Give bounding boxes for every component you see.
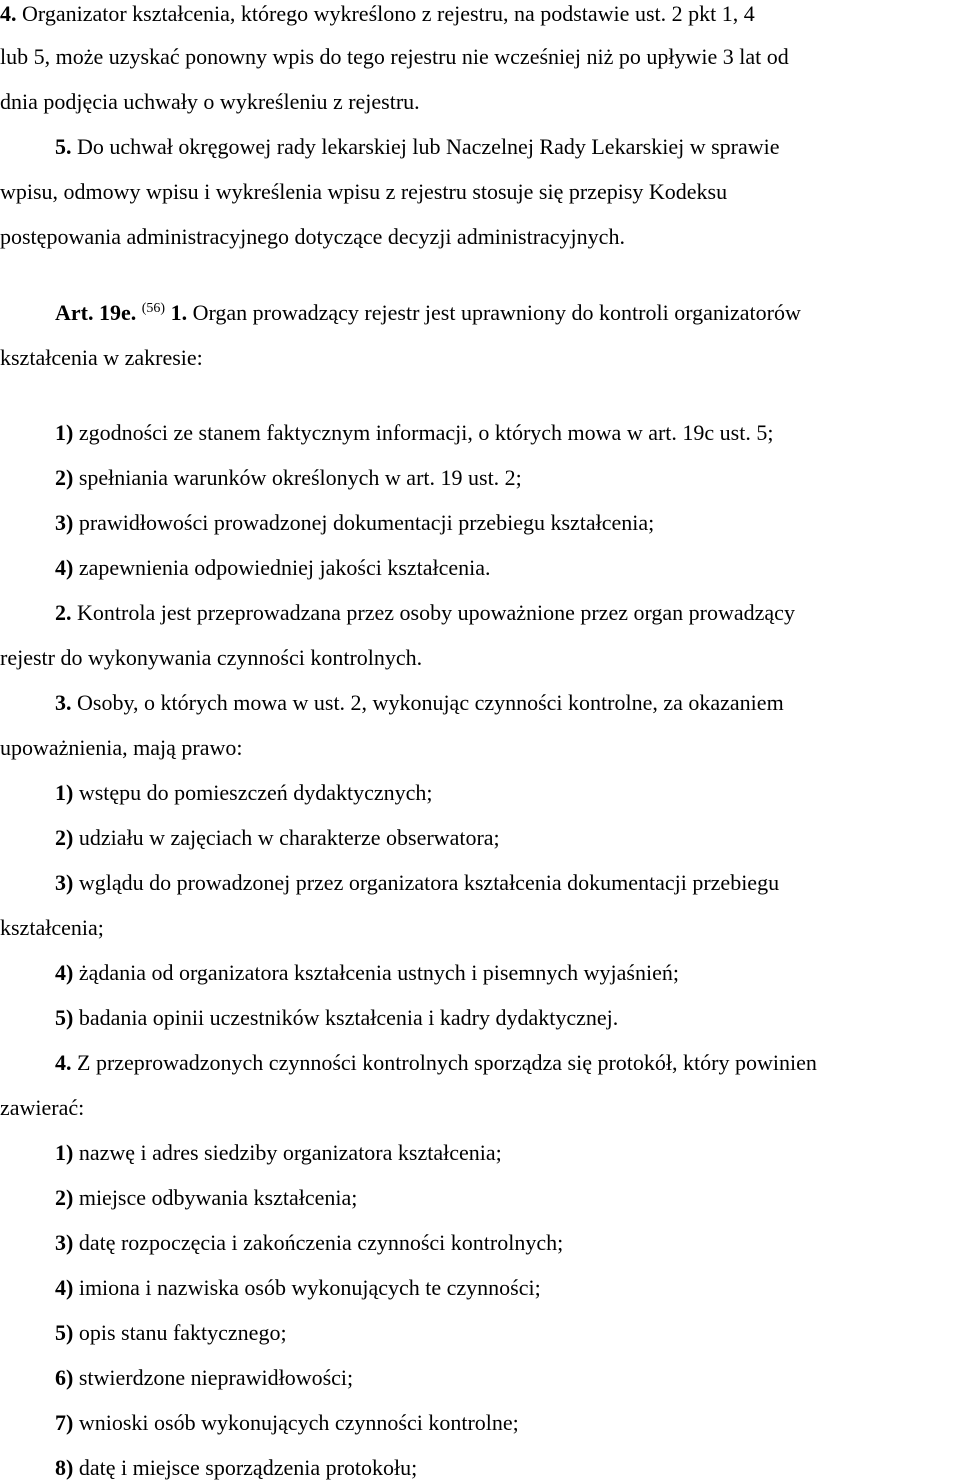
section-3-line-2: upoważnienia, mają prawo:: [0, 735, 243, 760]
list-item: [55, 824, 500, 852]
list-item: [55, 869, 779, 897]
item-text: wnioski osób wykonujących czynności kontrolne;: [73, 1410, 519, 1435]
item-text: wstępu do pomieszczeń dydaktycznych;: [73, 780, 433, 805]
item-text: nazwę i adres siedziby organizatora kształcenia;: [73, 1140, 502, 1165]
item-text: stwierdzone nieprawidłowości;: [73, 1365, 354, 1390]
item-number: 3): [55, 870, 74, 895]
para-text: Osoby, o których mowa w ust. 2, wykonując czynności kontrolne, za okazaniem: [71, 690, 784, 715]
list-item-continuation: kształcenia;: [0, 915, 104, 940]
item-number: 2): [55, 465, 74, 490]
para-number: 4.: [0, 1, 17, 26]
item-number: 5): [55, 1320, 74, 1345]
para-4-line-3: dnia podjęcia uchwały o wykreśleniu z rejestru.: [0, 89, 420, 114]
item-text: spełniania warunków określonych w art. 19 ust. 2;: [73, 465, 522, 490]
list-item: [55, 959, 679, 987]
para-5-line-2: wpisu, odmowy wpisu i wykreślenia wpisu z rejestru stosuje się przepisy Kodeksu: [0, 179, 728, 204]
section-4-line-2: zawierać:: [0, 1095, 85, 1120]
list-item: [55, 1364, 353, 1392]
list-item: [55, 419, 773, 447]
item-number: 7): [55, 1410, 74, 1435]
item-number: 2): [55, 1185, 74, 1210]
item-text: datę i miejsce sporządzenia protokołu;: [73, 1455, 418, 1480]
item-text: żądania od organizatora kształcenia ustnych i pisemnych wyjaśnień;: [73, 960, 679, 985]
item-number: 1): [55, 420, 74, 445]
section-2-line-2: rejestr do wykonywania czynności kontrolnych.: [0, 645, 423, 670]
item-number: 6): [55, 1365, 74, 1390]
section-3-line-1: [55, 689, 784, 717]
list-item: [55, 1184, 357, 1212]
list-item: [55, 509, 654, 537]
list-item: [55, 1274, 541, 1302]
item-text: opis stanu faktycznego;: [73, 1320, 287, 1345]
item-text: imiona i nazwiska osób wykonujących te czynności;: [73, 1275, 541, 1300]
list-item: [55, 554, 491, 582]
article-heading-line: [55, 299, 801, 327]
list-item: [55, 1004, 618, 1032]
footnote-ref: (56): [141, 301, 166, 316]
list-item: [55, 464, 522, 492]
item-number: 3): [55, 510, 74, 535]
para-number: 5.: [55, 134, 72, 159]
item-number: 4): [55, 1275, 74, 1300]
section-2-line-1: [55, 599, 795, 627]
item-text: udziału w zajęciach w charakterze obserwatora;: [73, 825, 500, 850]
para-text: Organizator kształcenia, którego wykreślono z rejestru, na podstawie ust. 2 pkt 1, 4: [16, 1, 755, 26]
item-text: miejsce odbywania kształcenia;: [73, 1185, 358, 1210]
section-4-line-1: [55, 1049, 817, 1077]
list-item: [55, 1409, 519, 1437]
para-text: Z przeprowadzonych czynności kontrolnych sporządza się protokół, który powinien: [71, 1050, 817, 1075]
list-item: [55, 1139, 502, 1167]
list-item: [55, 779, 433, 807]
list-item: [55, 1319, 287, 1347]
item-number: 5): [55, 1005, 74, 1030]
para-text: Organ prowadzący rejestr jest uprawniony do kontroli organizatorów: [187, 300, 801, 325]
article-label: Art. 19e.: [55, 300, 137, 325]
item-number: 3): [55, 1230, 74, 1255]
item-number: 4): [55, 555, 74, 580]
para-4-line-1: [0, 0, 755, 28]
para-5-line-3: postępowania administracyjnego dotyczące decyzji administracyjnych.: [0, 224, 625, 249]
para-number: 2.: [55, 600, 72, 625]
item-text: wglądu do prowadzonej przez organizatora kształcenia dokumentacji przebiegu: [73, 870, 780, 895]
item-number: 1): [55, 780, 74, 805]
item-text: badania opinii uczestników kształcenia i kadry dydaktycznej.: [73, 1005, 619, 1030]
item-number: 4): [55, 960, 74, 985]
item-number: 1): [55, 1140, 74, 1165]
para-5-line-1: [55, 133, 780, 161]
list-item: [55, 1454, 417, 1482]
para-number: 1.: [170, 300, 188, 325]
item-text: datę rozpoczęcia i zakończenia czynności kontrolnych;: [73, 1230, 564, 1255]
item-text: prawidłowości prowadzonej dokumentacji przebiegu kształcenia;: [73, 510, 655, 535]
para-number: 3.: [55, 690, 72, 715]
item-number: 2): [55, 825, 74, 850]
item-number: 8): [55, 1455, 74, 1480]
para-text: Kontrola jest przeprowadzana przez osoby upoważnione przez organ prowadzący: [71, 600, 795, 625]
para-4-line-2: lub 5, może uzyskać ponowny wpis do tego rejestru nie wcześniej niż po upływie 3 lat od: [0, 44, 789, 69]
item-text: zgodności ze stanem faktycznym informacji, o których mowa w art. 19c ust. 5;: [73, 420, 774, 445]
article-line-2: kształcenia w zakresie:: [0, 345, 203, 370]
para-number: 4.: [55, 1050, 72, 1075]
para-text: Do uchwał okręgowej rady lekarskiej lub Naczelnej Rady Lekarskiej w sprawie: [71, 134, 780, 159]
list-item: [55, 1229, 563, 1257]
item-text: zapewnienia odpowiedniej jakości kształcenia.: [73, 555, 491, 580]
